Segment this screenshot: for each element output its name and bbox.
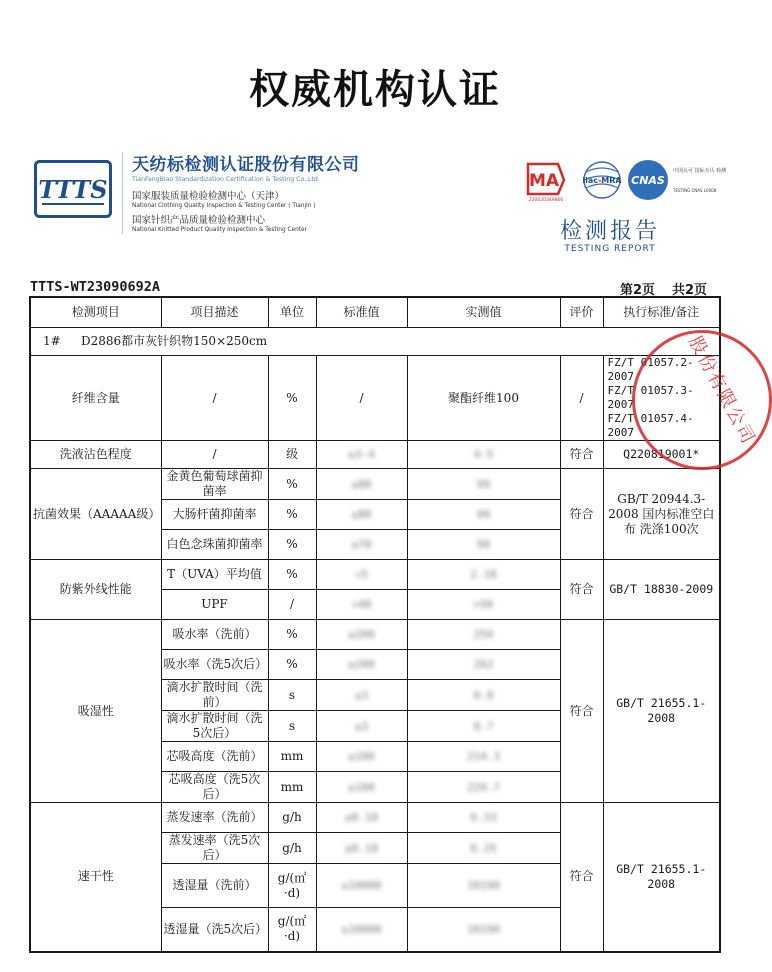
unit-cell: 级: [268, 441, 316, 469]
standard-value: ≥10000: [316, 908, 407, 952]
measured-value: 10190: [407, 908, 560, 952]
standard-value: ≥80: [316, 469, 407, 500]
lab-name-cn: 天纺标检测认证股份有限公司: [132, 155, 360, 175]
item-description: 金黄色葡萄球菌抑菌率: [161, 469, 268, 500]
item-description: 白色念珠菌抑菌率: [161, 530, 268, 560]
item-description: 大肠杆菌抑菌率: [161, 500, 268, 530]
measured-value: 99: [407, 469, 560, 500]
standard-value: ≥80: [316, 500, 407, 530]
unit-cell: g/h: [268, 833, 316, 864]
measured-value: 0.7: [407, 711, 560, 742]
test-item: 速干性: [30, 803, 161, 952]
unit-cell: g/h: [268, 803, 316, 833]
standard-value: ≤3: [316, 680, 407, 711]
ilac-mra-logo: [582, 162, 622, 198]
col-header: 项目描述: [161, 297, 268, 328]
ttts-logo-text: TTTS: [38, 175, 108, 204]
measured-value: 98: [407, 530, 560, 560]
measured-value: 2.18: [407, 560, 560, 590]
item-description: 透湿量（洗5次后）: [161, 908, 268, 952]
cma-logo: [528, 164, 564, 203]
standard-value: /: [316, 356, 407, 441]
unit-cell: g/(㎡·d): [268, 864, 316, 908]
standard-value: ≥0.18: [316, 833, 407, 864]
unit-cell: /: [268, 590, 316, 620]
item-description: 滴水扩散时间（洗5次后）: [161, 711, 268, 742]
norm-line: FZ/T 01057.4-2007: [607, 412, 694, 439]
unit-cell: mm: [268, 742, 316, 772]
norm-cell: [603, 356, 720, 441]
certification-logos: [524, 158, 727, 203]
evaluation: 符合: [560, 620, 603, 803]
unit-cell: %: [268, 620, 316, 650]
evaluation: 符合: [560, 469, 603, 560]
report-title-cn: 检测报告: [559, 219, 660, 244]
lab-info: [132, 150, 362, 233]
ilac-mra-text: ilac-MRA: [582, 176, 622, 185]
unit-cell: %: [268, 530, 316, 560]
standard-value: ≥200: [316, 650, 407, 680]
measured-value: >50: [407, 590, 560, 620]
norm-cell: GB/T 21655.1-2008: [603, 620, 720, 803]
standard-value: ≥100: [316, 772, 407, 803]
unit-cell: %: [268, 560, 316, 590]
col-header: 检测项目: [30, 297, 161, 328]
evaluation: 符合: [560, 803, 603, 952]
ttts-logo: [34, 160, 112, 218]
item-description: T（UVA）平均值: [161, 560, 268, 590]
cnas-logo: [628, 160, 726, 200]
test-item: 纤维含量: [30, 356, 161, 441]
test-item: 吸湿性: [30, 620, 161, 803]
sample-cell: [30, 328, 720, 356]
standard-value: ≤3: [316, 711, 407, 742]
test-results-table: [29, 296, 721, 953]
norm-line: FZ/T 01057.2-2007: [607, 356, 694, 383]
table-row: [30, 620, 720, 650]
sample-number: 1#: [43, 334, 61, 348]
evaluation: /: [560, 356, 603, 441]
table-header-row: [30, 297, 720, 328]
measured-value: 262: [407, 650, 560, 680]
measured-value: 0.8: [407, 680, 560, 711]
norm-cell: GB/T 18830-2009: [603, 560, 720, 620]
measured-value: 229.7: [407, 772, 560, 803]
unit-cell: s: [268, 711, 316, 742]
measured-value: 10190: [407, 864, 560, 908]
table-row: [30, 803, 720, 833]
unit-cell: %: [268, 469, 316, 500]
measured-value: 214.3: [407, 742, 560, 772]
standard-value: ≥100: [316, 742, 407, 772]
center1-cn: 国家服装质量检验检测中心（天津）: [132, 191, 285, 202]
page-total: 共2页: [672, 283, 708, 298]
center1-en: National Clothing Quality Inspection & Testing Center ( Tianjin ): [132, 203, 316, 209]
col-header: 执行标准/备注: [603, 297, 720, 328]
cnas-sub-text: TESTING CNAS L0008: [673, 188, 717, 193]
test-item: 抗菌效果（AAAAA级）: [30, 469, 161, 560]
measured-value: 0.33: [407, 803, 560, 833]
item-description: /: [161, 356, 268, 441]
item-description: 芯吸高度（洗前）: [161, 742, 268, 772]
test-item: 洗液沾色程度: [30, 441, 161, 469]
unit-cell: %: [268, 650, 316, 680]
evaluation: 符合: [560, 441, 603, 469]
item-description: 吸水率（洗前）: [161, 620, 268, 650]
standard-value: ≥200: [316, 620, 407, 650]
sample-description: D2886都市灰针织物150×250cm: [81, 334, 268, 348]
item-description: 蒸发速率（洗前）: [161, 803, 268, 833]
item-description: 滴水扩散时间（洗前）: [161, 680, 268, 711]
unit-cell: mm: [268, 772, 316, 803]
standard-value: ≥10000: [316, 864, 407, 908]
cma-logo-text: MA: [528, 171, 560, 191]
norm-cell: GB/T 20944.3-2008 国内标准空白布 洗涤100次: [603, 469, 720, 560]
measured-value: 4-5: [407, 441, 560, 469]
measured-value: 259: [407, 620, 560, 650]
report-id: TTTS-WT23090692A: [30, 279, 161, 295]
unit-cell: g/(㎡·d): [268, 908, 316, 952]
norm-line: FZ/T 01057.3-2007: [607, 384, 694, 411]
table-row: [30, 469, 720, 500]
center2-en: National Knitted Product Quality Inspection & Testing Center: [132, 227, 308, 233]
standard-value: ≥3-4: [316, 441, 407, 469]
table-row: [30, 560, 720, 590]
cnas-cn-text: 中国认可 国际互认 检测: [673, 168, 727, 174]
measured-value: 99: [407, 500, 560, 530]
table-row: [30, 356, 720, 441]
standard-value: <5: [316, 560, 407, 590]
cnas-text: CNAS: [631, 174, 665, 187]
item-description: 吸水率（洗5次后）: [161, 650, 268, 680]
norm-cell: GB/T 21655.1-2008: [603, 803, 720, 952]
col-header: 单位: [268, 297, 316, 328]
item-description: 透湿量（洗前）: [161, 864, 268, 908]
measured-value: 0.25: [407, 833, 560, 864]
standard-value: >40: [316, 590, 407, 620]
item-description: 芯吸高度（洗5次后）: [161, 772, 268, 803]
col-header: 标准值: [316, 297, 407, 328]
col-header: 评价: [560, 297, 603, 328]
norm-cell: Q220819001*: [603, 441, 720, 469]
test-item: 防紫外线性能: [30, 560, 161, 620]
standard-value: ≥0.18: [316, 803, 407, 833]
seal-text: 股份有限公司: [684, 332, 760, 449]
center2-cn: 国家针织产品质量检验检测中心: [132, 215, 266, 226]
item-description: /: [161, 441, 268, 469]
item-description: 蒸发速率（洗5次后）: [161, 833, 268, 864]
sample-row: [30, 328, 720, 356]
page-number: 第2页: [620, 283, 656, 298]
unit-cell: %: [268, 356, 316, 441]
unit-cell: s: [268, 680, 316, 711]
header-divider: [122, 152, 123, 234]
lab-name-en: TianFangBiao Standardization Certification & Testing Co.,Ltd.: [132, 176, 320, 183]
evaluation: 符合: [560, 560, 603, 620]
standard-value: ≥70: [316, 530, 407, 560]
item-description: UPF: [161, 590, 268, 620]
unit-cell: %: [268, 500, 316, 530]
page-title: 权威机构认证: [249, 67, 501, 113]
table-row: [30, 441, 720, 469]
cma-number: 230020349866: [528, 198, 564, 203]
report-title-en: TESTING REPORT: [564, 244, 656, 254]
measured-value: 聚酯纤维100: [407, 356, 560, 441]
col-header: 实测值: [407, 297, 560, 328]
